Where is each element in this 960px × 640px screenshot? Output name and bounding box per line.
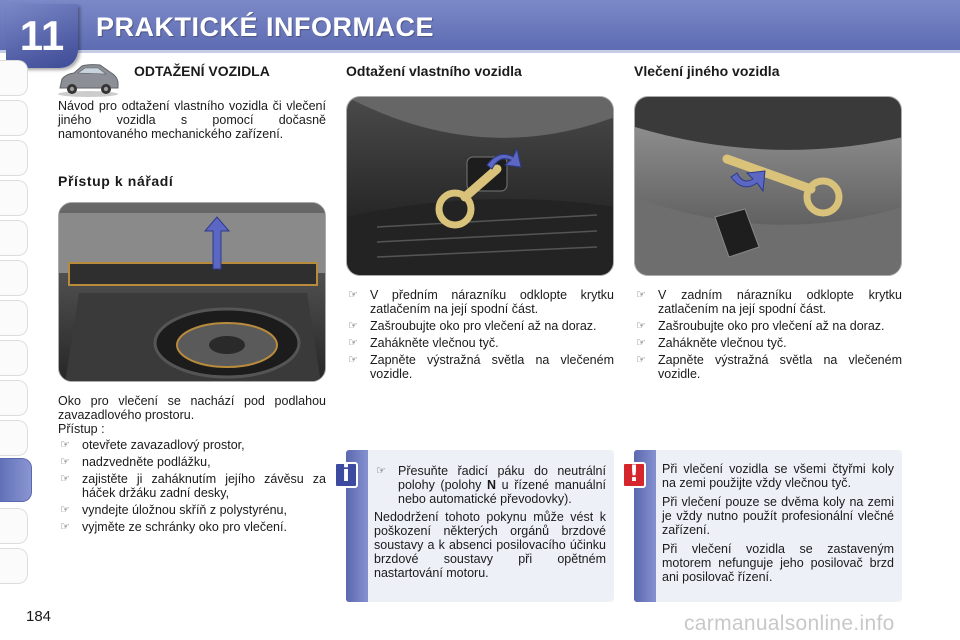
chapter-tab[interactable]: [0, 220, 28, 256]
chapter-tab[interactable]: [0, 380, 28, 416]
list-item: ☞ Zahákněte vlečnou tyč.: [346, 336, 614, 350]
warning-note-box: [628, 450, 902, 602]
chapter-tab[interactable]: [0, 420, 28, 456]
info-note-list: [374, 464, 606, 506]
info-note-box: [342, 450, 614, 602]
list-item: ☞ Zahákněte vlečnou tyč.: [634, 336, 902, 350]
section-title: ODTAŽENÍ VOZIDLA: [134, 63, 270, 79]
warning-paragraph: Při vlečení vozidla se všemi čtyřmi koly na zemi použijte vždy vlečnou tyč.: [662, 462, 894, 490]
watermark: carmanualsonline.info: [684, 612, 895, 635]
chapter-tab[interactable]: [0, 60, 28, 96]
trunk-spare-wheel-image: [58, 202, 326, 382]
list-item: ☞ vyjměte ze schránky oko pro vlečení.: [58, 520, 326, 534]
chapter-tab[interactable]: [0, 140, 28, 176]
list-item: ☞ V předním nárazníku odklopte krytku zatlačením na její spodní část.: [346, 288, 614, 316]
list-item: ☞ otevřete zavazadlový prostor,: [58, 438, 326, 452]
warning-paragraph: Při vlečení vozidla se zastaveným motorem nefunguje jeho posilovač brzd ani posilovač řízení.: [662, 542, 894, 584]
towing-other-title: Vlečení jiného vozidla: [634, 63, 780, 79]
front-towing-steps: [346, 288, 614, 384]
car-icon: [54, 62, 122, 98]
rear-towing-steps: [634, 288, 902, 384]
list-item: ☞ Zapněte výstražná světla na vlečeném vozidle.: [346, 353, 614, 381]
list-item: ☞ Zapněte výstražná světla na vlečeném vozidle.: [634, 353, 902, 381]
list-item: ☞ Zašroubujte oko pro vlečení až na doraz.: [634, 319, 902, 333]
chapter-tab[interactable]: [0, 180, 28, 216]
warning-note-content: [662, 462, 894, 589]
list-item: ☞ V zadním nárazníku odklopte krytku zatlačením na její spodní část.: [634, 288, 902, 316]
rear-bumper-tow-eye-image: [634, 96, 902, 276]
list-item: ☞ nadzvedněte podlážku,: [58, 455, 326, 469]
tow-eye-location-text: Oko pro vlečení se nachází pod podlahou zavazadlového prostoru.: [58, 394, 326, 422]
list-item: ☞ zajistěte ji zaháknutím jejího závěsu za háček držáku zadní desky,: [58, 472, 326, 500]
front-towing-title: Odtažení vlastního vozidla: [346, 63, 522, 79]
header-underline: [0, 50, 960, 53]
chapter-title: PRAKTICKÉ INFORMACE: [96, 12, 434, 42]
access-label: Přístup :: [58, 422, 105, 436]
warning-paragraph: Při vlečení pouze se dvěma koly na zemi je vždy nutno použít profesionální vlečné zařízení.: [662, 495, 894, 537]
chapter-tab[interactable]: [0, 340, 28, 376]
info-note-text: Přesuňte řadicí páku do neutrální polohy (polohy: [398, 464, 606, 492]
list-item: ☞ Zašroubujte oko pro vlečení až na doraz.: [346, 319, 614, 333]
page-number: 184: [26, 608, 52, 625]
chapter-tab[interactable]: [0, 508, 28, 544]
info-note-text: u řízené manuální nebo automatické převodovky).: [398, 478, 606, 506]
chapter-tab[interactable]: [0, 260, 28, 296]
list-item: ☞ vyndejte úložnou skříň z polystyrénu,: [58, 503, 326, 517]
chapter-tab[interactable]: [0, 100, 28, 136]
chapter-tab-active[interactable]: [0, 458, 32, 502]
access-steps-list: [58, 438, 326, 537]
list-item: [374, 464, 606, 506]
info-note-paragraph: Nedodržení tohoto pokynu může vést k poškození některých orgánů brzdové soustavy a k absenci posilovacího účinku brzdové soustavy při opětném nastartování motoru.: [374, 510, 606, 580]
intro-text: Návod pro odtažení vlastního vozidla či vlečení jiného vozidla s pomocí dočasně namontovaného mechanického zařízení.: [58, 99, 326, 141]
info-icon: i: [334, 462, 358, 488]
front-bumper-tow-eye-image: [346, 96, 614, 276]
info-note-content: [374, 464, 606, 585]
warning-icon: !: [622, 462, 646, 488]
chapter-tab[interactable]: [0, 548, 28, 584]
subsection-title: Přístup k nářadí: [58, 173, 174, 189]
chapter-tab-strip: [0, 60, 30, 580]
gear-position-label: N: [487, 478, 497, 492]
chapter-tab[interactable]: [0, 300, 28, 336]
chapter-number-badge: 11: [6, 4, 78, 68]
